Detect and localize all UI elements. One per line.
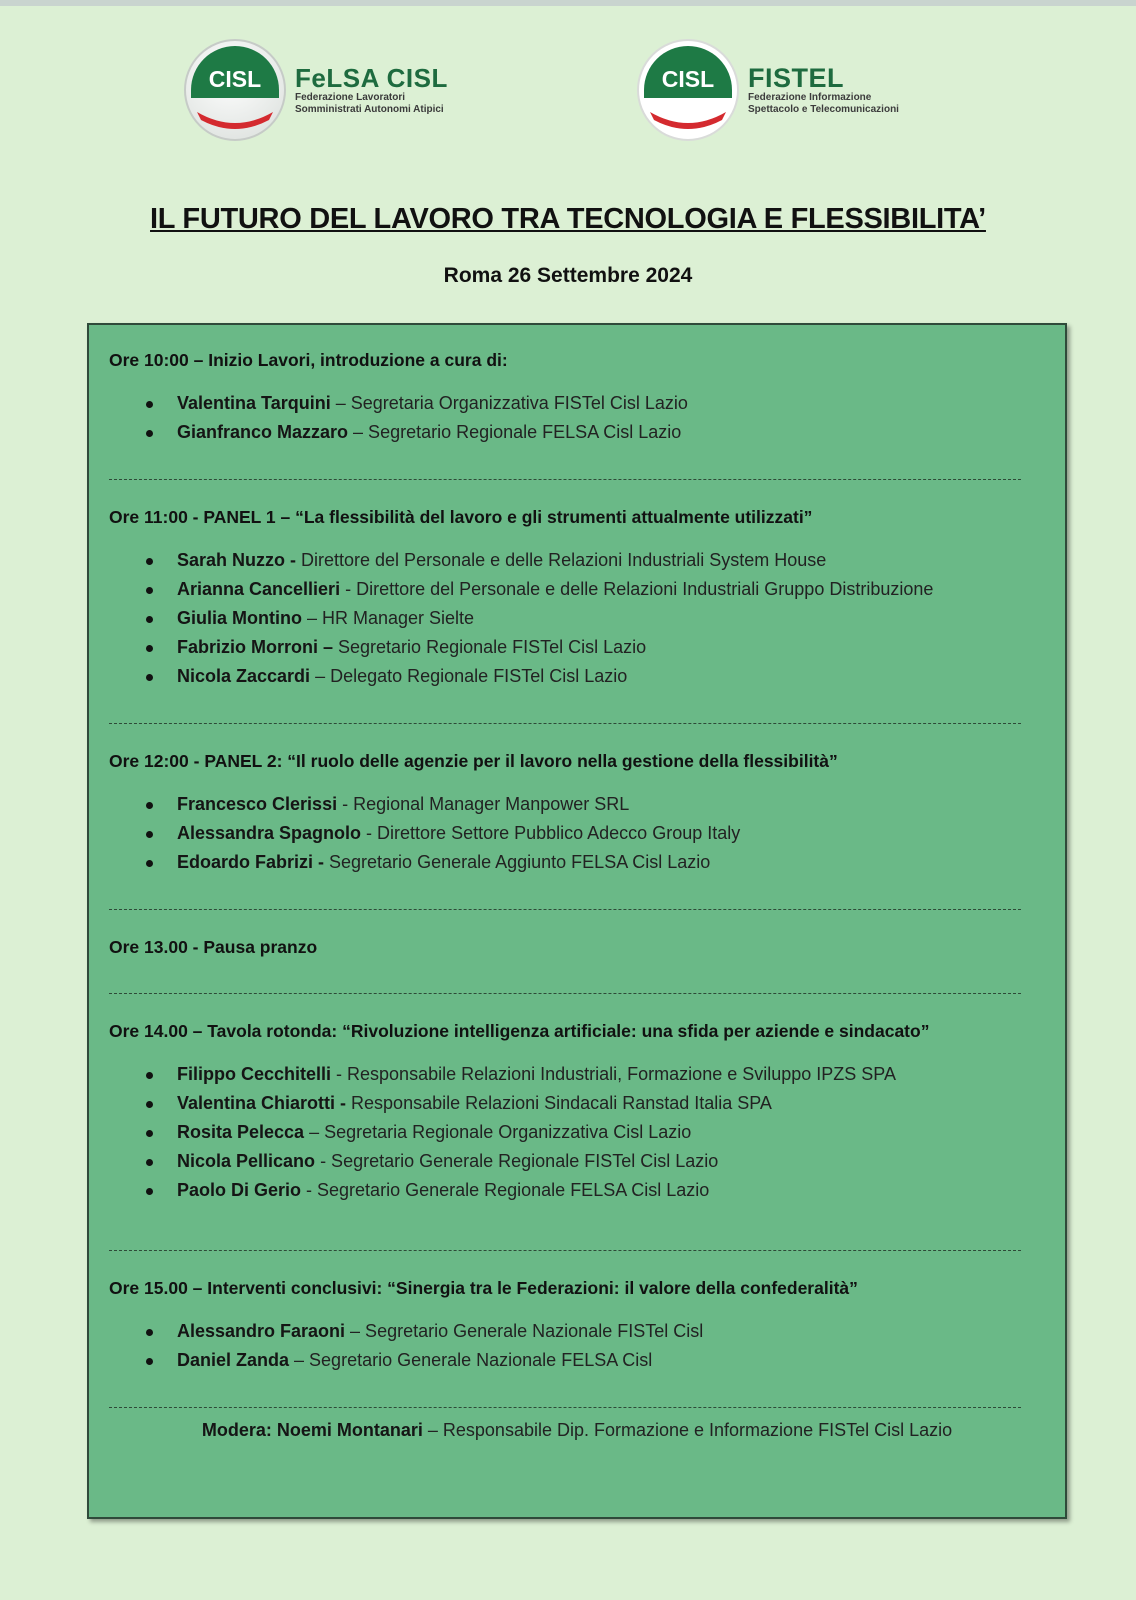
- dashed-separator: [109, 723, 1021, 724]
- speaker-item: [109, 819, 1049, 848]
- dashed-separator: [109, 1407, 1021, 1408]
- speaker-item: [109, 1147, 1049, 1176]
- bullet-icon: [146, 430, 153, 437]
- speaker-name: Francesco Clerissi: [177, 794, 338, 814]
- speaker-item: [109, 1317, 1049, 1346]
- speaker-name: Fabrizio Morroni –: [177, 637, 334, 657]
- session-11-panel-1: [109, 503, 1049, 691]
- fistel-sub2: Spettacolo e Telecomunicazioni: [748, 104, 899, 115]
- speaker-list: [109, 1317, 1049, 1375]
- speaker-name: Sarah Nuzzo -: [177, 550, 297, 570]
- speaker-name: Edoardo Fabrizi -: [177, 852, 325, 872]
- felsa-name: FeLSA CISL: [295, 63, 448, 93]
- speaker-item: [109, 790, 1049, 819]
- session-heading: Ore 15.00 – Interventi conclusivi: “Sinergia tra le Federazioni: il valore della confederalità”: [109, 1278, 858, 1298]
- bullet-icon: [146, 1329, 153, 1336]
- svg-text:CISL: CISL: [208, 66, 262, 92]
- bullet-icon: [146, 616, 153, 623]
- session-12-panel-2: [109, 747, 1049, 877]
- speaker-role: – HR Manager Sielte: [301, 608, 475, 628]
- speaker-name: Rosita Pelecca: [177, 1122, 305, 1142]
- speaker-role: - Responsabile Relazioni Industriali, Formazione e Sviluppo IPZS SPA: [331, 1064, 896, 1084]
- speaker-role: – Segretaria Organizzativa FISTel Cisl Lazio: [330, 393, 688, 413]
- speaker-list: [109, 790, 1049, 877]
- speaker-item: [109, 604, 1049, 633]
- speaker-name: Alessandra Spagnolo: [177, 823, 362, 843]
- speaker-item: [109, 1346, 1049, 1375]
- bullet-icon: [146, 1188, 153, 1195]
- session-14-round-table: [109, 1017, 1049, 1205]
- bullet-icon: [146, 860, 153, 867]
- speaker-name: Alessandro Faraoni: [177, 1321, 346, 1341]
- speaker-item: [109, 662, 1049, 691]
- speaker-name: Daniel Zanda: [177, 1350, 290, 1370]
- speaker-list: [109, 546, 1049, 691]
- speaker-name: Nicola Zaccardi: [177, 666, 311, 686]
- session-heading: Ore 11:00 - PANEL 1 – “La flessibilità del lavoro e gli strumenti attualmente utilizzati”: [109, 507, 813, 527]
- bullet-icon: [146, 802, 153, 809]
- speaker-name: Valentina Tarquini: [177, 393, 331, 413]
- speaker-list: [109, 1060, 1049, 1205]
- bullet-icon: [146, 645, 153, 652]
- page-title: IL FUTURO DEL LAVORO TRA TECNOLOGIA E FLESSIBILITA’: [150, 203, 986, 235]
- fistel-cisl-logo: [636, 38, 899, 142]
- speaker-name: Valentina Chiarotti -: [177, 1093, 347, 1113]
- speaker-role: - Segretario Generale Regionale FELSA Cisl Lazio: [301, 1180, 710, 1200]
- speaker-role: - Direttore Settore Pubblico Adecco Group Italy: [361, 823, 741, 843]
- speaker-item: [109, 848, 1049, 877]
- felsa-sub1: Federazione Lavoratori: [295, 92, 406, 103]
- speaker-name: Filippo Cecchitelli: [177, 1064, 332, 1084]
- speaker-item: [109, 1118, 1049, 1147]
- speaker-item: [109, 389, 1049, 418]
- speaker-item: [109, 546, 1049, 575]
- speaker-name: Giulia Montino: [177, 608, 302, 628]
- top-border: [0, 0, 1136, 6]
- speaker-role: - Segretario Generale Regionale FISTel Cisl Lazio: [315, 1151, 719, 1171]
- speaker-name: Arianna Cancellieri: [177, 579, 341, 599]
- bullet-icon: [146, 1072, 153, 1079]
- speaker-name: Paolo Di Gerio: [177, 1180, 302, 1200]
- speaker-name: Nicola Pellicano: [177, 1151, 316, 1171]
- speaker-role: – Segretario Generale Nazionale FISTel Cisl: [345, 1321, 704, 1341]
- bullet-icon: [146, 831, 153, 838]
- session-heading: Ore 10:00 – Inizio Lavori, introduzione a cura di:: [109, 350, 508, 370]
- felsa-cisl-logo: [183, 38, 448, 142]
- moderator-line: [89, 1414, 1065, 1446]
- dashed-separator: [109, 993, 1021, 994]
- speaker-role: - Regional Manager Manpower SRL: [337, 794, 630, 814]
- speaker-role: – Segretario Regionale FELSA Cisl Lazio: [348, 422, 682, 442]
- fistel-name: FISTEL: [748, 63, 844, 93]
- speaker-name: Gianfranco Mazzaro: [177, 422, 349, 442]
- event-date: Roma 26 Settembre 2024: [443, 264, 693, 287]
- speaker-list: [109, 389, 1049, 447]
- speaker-role: – Segretaria Regionale Organizzativa Cisl Lazio: [304, 1122, 692, 1142]
- svg-text:CISL: CISL: [661, 66, 715, 92]
- session-10: [109, 346, 1049, 447]
- speaker-item: [109, 575, 1049, 604]
- bullet-icon: [146, 1358, 153, 1365]
- fistel-sub1: Federazione Informazione: [748, 92, 872, 103]
- speaker-role: - Direttore del Personale e delle Relazioni Industriali Gruppo Distribuzione: [340, 579, 934, 599]
- speaker-role: Segretario Regionale FISTel Cisl Lazio: [333, 637, 647, 657]
- speaker-role: – Delegato Regionale FISTel Cisl Lazio: [310, 666, 628, 686]
- moderator-name: Modera: Noemi Montanari: [201, 1420, 423, 1440]
- bullet-icon: [146, 1130, 153, 1137]
- speaker-role: Responsabile Relazioni Sindacali Ranstad Italia SPA: [346, 1093, 772, 1113]
- bullet-icon: [146, 674, 153, 681]
- bullet-icon: [146, 401, 153, 408]
- bullet-icon: [146, 587, 153, 594]
- moderator-role: – Responsabile Dip. Formazione e Informazione FISTel Cisl Lazio: [422, 1420, 953, 1440]
- session-heading: Ore 12:00 - PANEL 2: “Il ruolo delle agenzie per il lavoro nella gestione della flessibilità”: [109, 751, 838, 771]
- dashed-separator: [109, 1250, 1021, 1251]
- speaker-item: [109, 633, 1049, 662]
- session-heading: Ore 13.00 - Pausa pranzo: [109, 937, 318, 957]
- session-15-closing: [109, 1274, 1049, 1375]
- dashed-separator: [109, 909, 1021, 910]
- felsa-sub2: Somministrati Autonomi Atipici: [295, 104, 444, 115]
- program-box: [87, 323, 1067, 1519]
- session-heading: Ore 14.00 – Tavola rotonda: “Rivoluzione intelligenza artificiale: una sfida per aziende e sindacato”: [109, 1021, 930, 1041]
- speaker-item: [109, 1089, 1049, 1118]
- bullet-icon: [146, 558, 153, 565]
- speaker-role: Segretario Generale Aggiunto FELSA Cisl Lazio: [324, 852, 711, 872]
- speaker-item: [109, 418, 1049, 447]
- session-13-lunch: [109, 933, 1049, 961]
- bullet-icon: [146, 1101, 153, 1108]
- speaker-role: Direttore del Personale e delle Relazioni Industriali System House: [296, 550, 827, 570]
- cisl-seal-icon: [636, 38, 740, 142]
- cisl-seal-icon: [183, 38, 287, 142]
- speaker-role: – Segretario Generale Nazionale FELSA Cisl: [289, 1350, 653, 1370]
- dashed-separator: [109, 479, 1021, 480]
- bullet-icon: [146, 1159, 153, 1166]
- speaker-item: [109, 1176, 1049, 1205]
- speaker-item: [109, 1060, 1049, 1089]
